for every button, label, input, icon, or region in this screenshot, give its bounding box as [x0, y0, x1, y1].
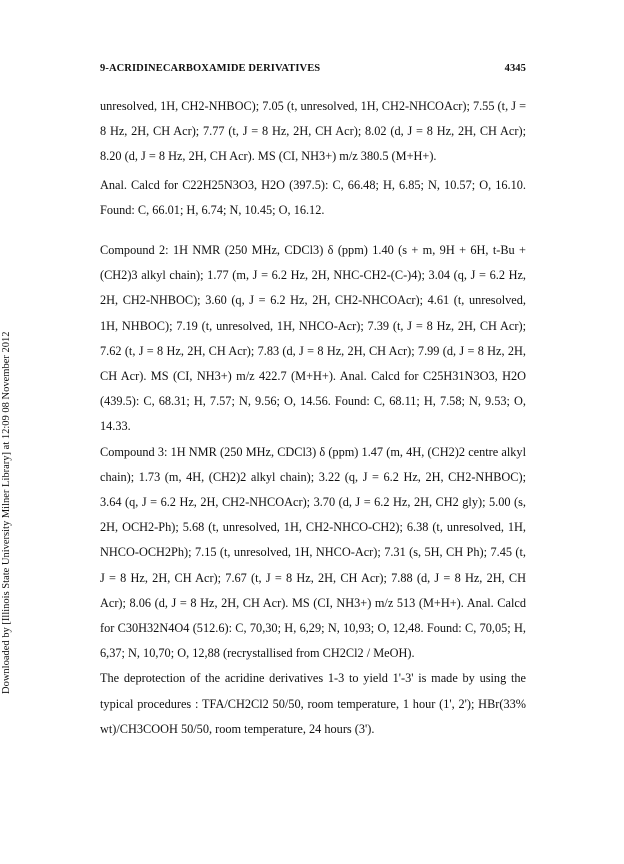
running-title: 9-ACRIDINECARBOXAMIDE DERIVATIVES — [100, 63, 321, 74]
paragraph-compound-3: Compound 3: 1H NMR (250 MHz, CDCl3) δ (ppm) 1.47 (m, 4H, (CH2)2 centre alkyl chain); 1.73 (m, 4H, (CH2)2 alkyl chain); 3.22 (q, J = 6.2 Hz, 2H, CH2-NHBOC); 3.64 (q, J = 6.2 Hz, 2H, CH2-NHCOAcr); 3.70 (d, J = 6.2 Hz, 2H, CH2 gly); 5.00 (s, 2H, OCH2-Ph); 5.68 (t, unresolved, 1H, CH2-NHCO-CH2); 6.38 (t, unresolved, 1H, NHCO-OCH2Ph); 7.15 (t, unresolved, 1H, NHCO-Acr); 7.31 (s, 5H, CH Ph); 7.45 (t, J = 8 Hz, 2H, CH Acr); 7.67 (t, J = 8 Hz, 2H, CH Acr); 7.88 (d, J = 8 Hz, 2H, CH Acr); 8.06 (d, J = 8 Hz, 2H, CH Acr). MS (CI, NH3+) m/z 513 (M+H+). Anal. Calcd for C30H32N4O4 (512.6): C, 70,30; H, 6,29; N, 10,93; O, 12,48. Found: C, 70,05; H, 6,37; N, 10,70; O, 12,88 (recrystallised from CH2Cl2 / MeOH). — [100, 444, 526, 661]
paragraph-compound-1-analysis: Anal. Calcd for C22H25N3O3, H2O (397.5): C, 66.48; H, 6.85; N, 10.57; O, 16.10. Found: C, 66.01; H, 6.74; N, 10.45; O, 16.12. — [100, 177, 526, 217]
paragraph-compound-1-nmr: unresolved, 1H, CH2-NHBOC); 7.05 (t, unresolved, 1H, CH2-NHCOAcr); 7.55 (t, J = 8 Hz, 2H, CH Acr); 7.77 (t, J = 8 Hz, 2H, CH Acr); 8.02 (d, J = 8 Hz, 2H, CH Acr); 8.20 (d, J = 8 Hz, 2H, CH Acr). MS (CI, NH3+) m/z 380.5 (M+H+). — [100, 99, 527, 164]
body-text — [100, 94, 526, 742]
page-number: 4345 — [504, 63, 526, 74]
download-watermark: Downloaded by [Illinois State University Milner Library] at 12:09 08 November 2012 — [1, 331, 12, 694]
paragraph-deprotection: The deprotection of the acridine derivatives 1-3 to yield 1'-3' is made by using the typical procedures : TFA/CH2Cl2 50/50, room temperature, 1 hour (1', 2'); HBr(33% wt)/CH3COOH 50/50, room temperature, 24 hours (3'). — [100, 671, 526, 736]
paragraph-compound-2: Compound 2: 1H NMR (250 MHz, CDCl3) δ (ppm) 1.40 (s + m, 9H + 6H, t-Bu + (CH2)3 alkyl chain); 1.77 (m, J = 6.2 Hz, 2H, NHC-CH2-(C-)4); 3.04 (q, J = 6.2 Hz, 2H, CH2-NHBOC); 3.60 (q, J = 6.2 Hz, 2H, CH2-NHCOAcr); 4.61 (t, unresolved, 1H, NHBOC); 7.19 (t, unresolved, 1H, NHCO-Acr); 7.39 (t, J = 8 Hz, 2H, CH Acr); 7.62 (t, J = 8 Hz, 2H, CH Acr); 7.83 (d, J = 8 Hz, 2H, CH Acr); 7.99 (d, J = 8 Hz, 2H, CH Acr). MS (CI, NH3+) m/z 422.7 (M+H+). Anal. Calcd for C25H31N3O3, H2O (439.5): C, 68.31; H, 7.57; N, 9.56; O, 14.56. Found: C, 68.11; H, 7.58; N, 9.53; O, 14.33. — [100, 243, 526, 434]
page-header — [100, 63, 526, 79]
